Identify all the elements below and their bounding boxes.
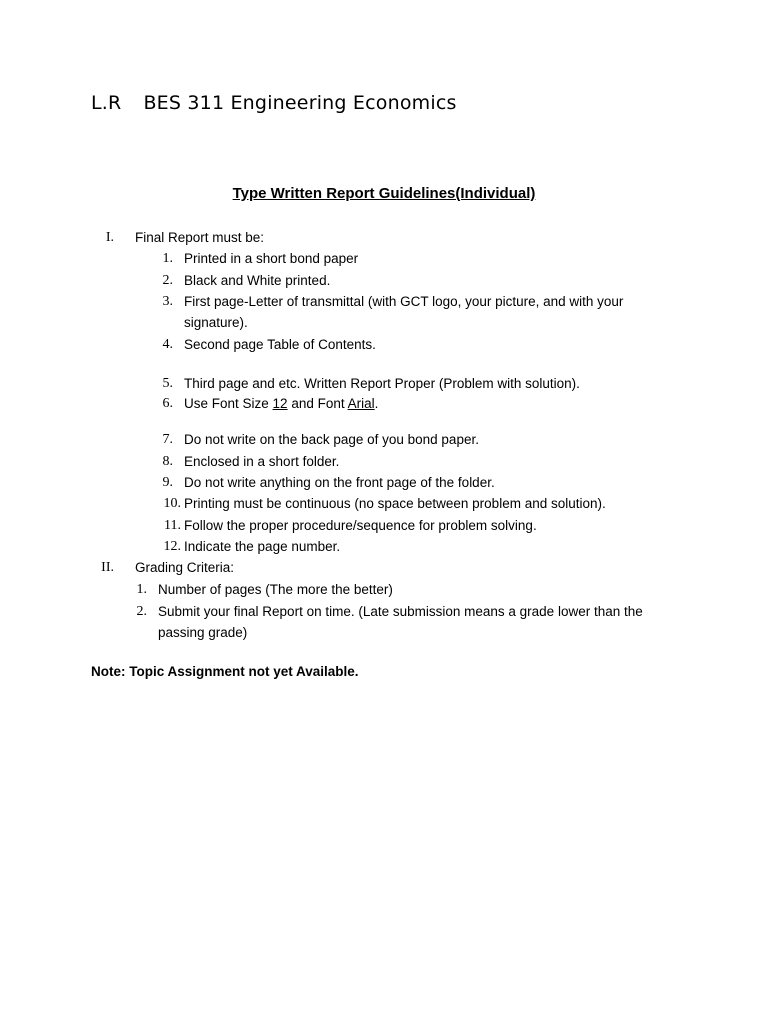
list-item-number: 2.	[136, 604, 147, 619]
list-item: Follow the proper procedure/sequence for problem solving.	[184, 518, 537, 533]
list-item-number: 6.	[162, 396, 173, 411]
document-title: Type Written Report Guidelines(Individual)	[232, 185, 536, 202]
list-item: Black and White printed.	[184, 273, 331, 288]
font-size-value: 12	[272, 396, 288, 411]
list-item-continuation: passing grade)	[158, 625, 248, 640]
list-item-number: 5.	[162, 376, 173, 391]
list-item: Printing must be continuous (no space between problem and solution).	[184, 496, 606, 511]
list-item-number: 4.	[162, 337, 173, 352]
section-2-numeral: II.	[101, 560, 114, 575]
list-item: Submit your final Report on time. (Late submission means a grade lower than the	[158, 604, 643, 619]
list-item	[184, 395, 378, 413]
note: Note: Topic Assignment not yet Available.	[91, 664, 359, 679]
list-item: Indicate the page number.	[184, 539, 341, 554]
list-item: Printed in a short bond paper	[184, 251, 359, 266]
course-header	[91, 92, 457, 114]
list-item-number: 3.	[162, 294, 173, 309]
section-2-heading: Grading Criteria:	[135, 560, 235, 575]
list-item: Do not write on the back page of you bond paper.	[184, 432, 479, 447]
list-item-number: 2.	[162, 273, 173, 288]
font-name-prefix: and Font	[287, 396, 348, 411]
list-item-number: 1.	[136, 582, 147, 597]
font-size-prefix: Use Font Size	[184, 396, 273, 411]
list-item-number: 9.	[162, 475, 173, 490]
list-item-number: 7.	[162, 432, 173, 447]
list-item-continuation: signature).	[184, 315, 248, 330]
list-item: Number of pages (The more the better)	[158, 582, 393, 597]
list-item-number: 8.	[162, 454, 173, 469]
list-item: Do not write anything on the front page of the folder.	[184, 475, 495, 490]
font-suffix: .	[374, 396, 379, 411]
list-item: Second page Table of Contents.	[184, 337, 376, 352]
author-initials: L.R	[91, 92, 122, 114]
list-item-number: 11.	[164, 518, 181, 533]
course-title: BES 311 Engineering Economics	[143, 92, 457, 114]
section-1-numeral: I.	[105, 230, 114, 245]
list-item: First page-Letter of transmittal (with GCT logo, your picture, and with your	[184, 294, 624, 309]
list-item: Enclosed in a short folder.	[184, 454, 340, 469]
font-name-value: Arial	[347, 396, 375, 411]
list-item-number: 12.	[163, 539, 181, 554]
list-item-number: 10.	[163, 496, 181, 511]
list-item-number: 1.	[162, 251, 173, 266]
list-item: Third page and etc. Written Report Proper (Problem with solution).	[184, 376, 580, 391]
section-1-heading: Final Report must be:	[135, 230, 265, 245]
